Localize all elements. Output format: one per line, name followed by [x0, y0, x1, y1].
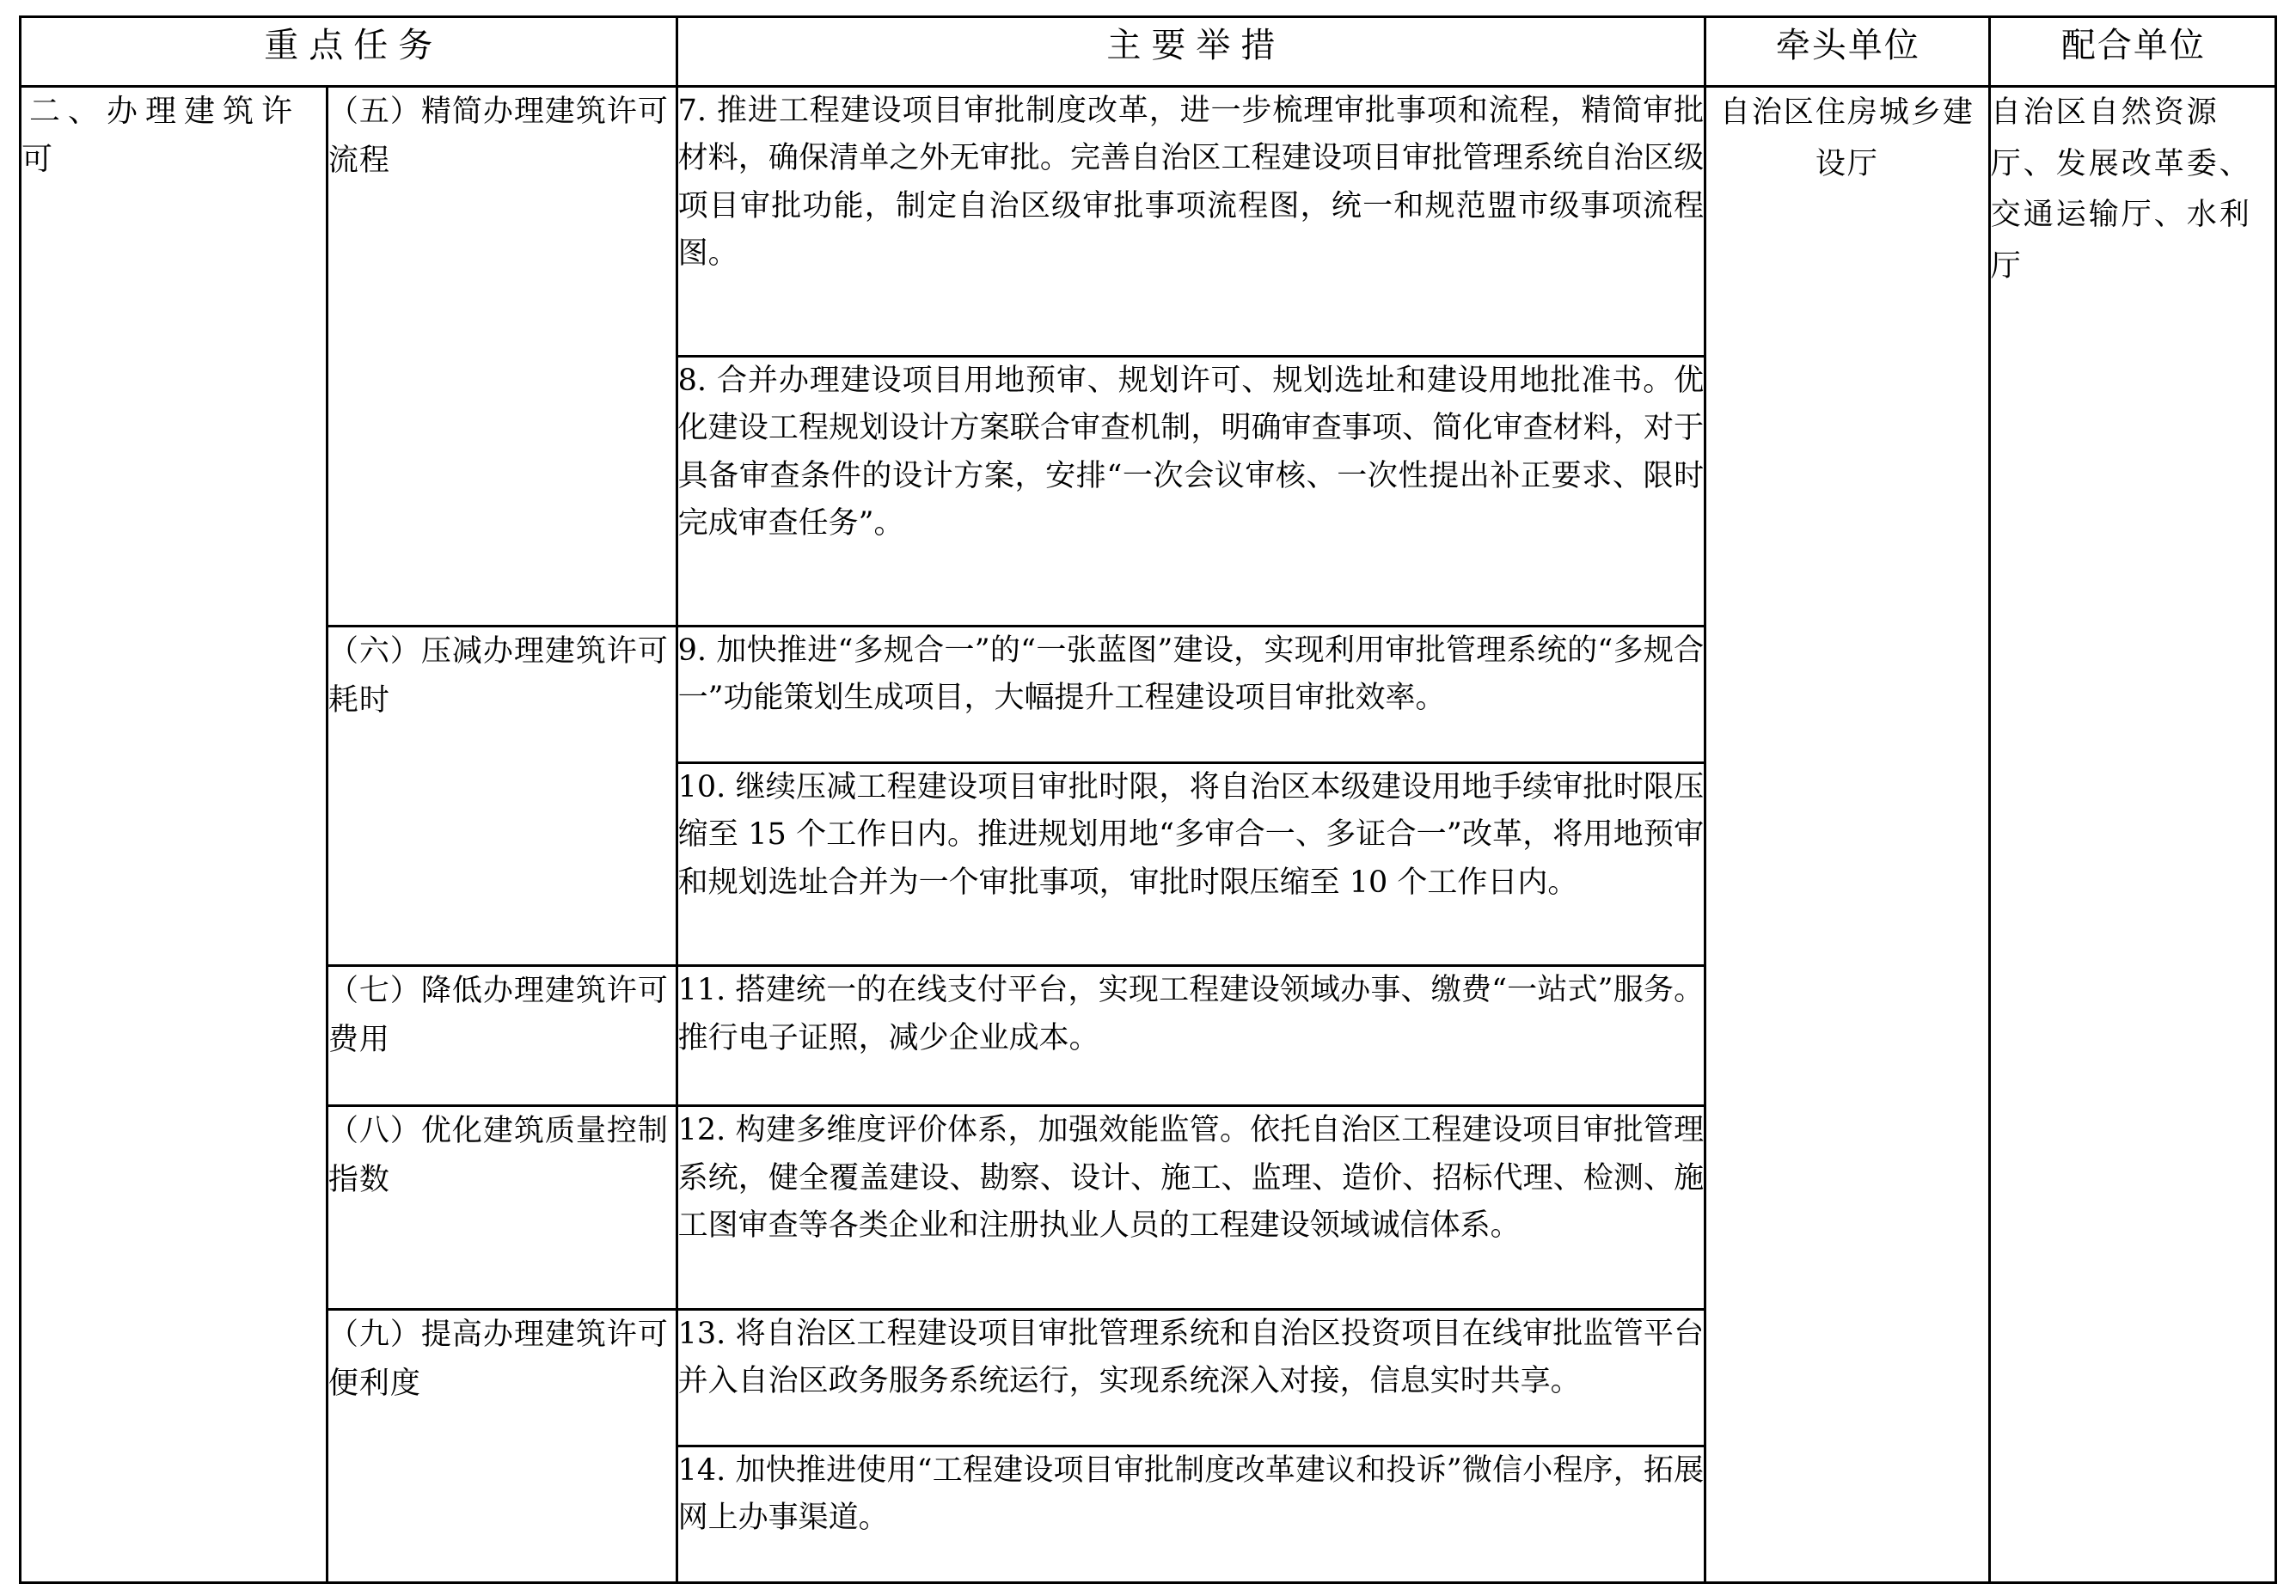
measure-text-14: 14. 加快推进使用“工程建设项目审批制度改革建议和投诉”微信小程序，拓展网上办事渠道。	[677, 1452, 1705, 1536]
measure-cell-8	[677, 356, 1705, 626]
measure-cell-9	[677, 626, 1705, 762]
subitem-label-8: （八）优化建筑质量控制指数	[328, 1114, 669, 1198]
measure-text-12: 12. 构建多维度评价体系，加强效能监管。依托自治区工程建设项目审批管理系统，健全覆盖建设、勘察、设计、施工、监理、造价、招标代理、检测、施工图审查等各类企业和注册执业人员的工程建设领域诚信体系。	[677, 1113, 1705, 1243]
subitem-label-6: （六）压减办理建筑许可耗时	[328, 633, 669, 718]
measure-text-10: 10. 继续压减工程建设项目审批时限，将自治区本级建设用地手续审批时限压缩至 15 个工作日内。推进规划用地“多审合一、多证合一”改革，将用地预审和规划选址合并为一个审批事项，审批时限压缩至 10 个工作日内。	[677, 769, 1705, 900]
measure-cell-7	[677, 87, 1705, 357]
support-unit-cell	[1989, 87, 2275, 1583]
subitem-cell-6	[327, 626, 677, 966]
measure-cell-12	[677, 1106, 1705, 1309]
category-label: 二、办理建筑许可	[21, 94, 301, 177]
measure-text-13: 13. 将自治区工程建设项目审批管理系统和自治区投资项目在线审批监管平台并入自治区政务服务系统运行，实现系统深入对接，信息实时共享。	[677, 1316, 1705, 1399]
header-support-unit: 配合单位	[1989, 17, 2275, 87]
header-lead-unit: 牵头单位	[1705, 17, 1990, 87]
support-unit-label: 自治区自然资源厅、发展改革委、交通运输厅、水利厅	[1990, 95, 2252, 284]
subitem-label-7: （七）降低办理建筑许可费用	[328, 974, 669, 1058]
subitem-label-9: （九）提高办理建筑许可便利度	[328, 1317, 669, 1401]
measure-text-7: 7. 推进工程建设项目审批制度改革，进一步梳理审批事项和流程，精简审批材料，确保清单之外无审批。完善自治区工程建设项目审批管理系统自治区级项目审批功能，制定自治区级审批事项流程图，统一和规范盟市级事项流程图。	[677, 94, 1705, 271]
lead-unit-label: 自治区住房城乡建设厅	[1719, 95, 1975, 181]
subitem-cell-9	[327, 1309, 677, 1582]
measure-cell-13	[677, 1309, 1705, 1446]
subitem-cell-7	[327, 966, 677, 1106]
subitem-label-5: （五）精简办理建筑许可流程	[328, 95, 669, 178]
measure-cell-11	[677, 966, 1705, 1106]
table-header-row	[21, 17, 2276, 87]
measure-cell-14	[677, 1446, 1705, 1582]
lead-unit-cell	[1705, 87, 1990, 1583]
category-cell	[21, 87, 328, 1583]
measure-text-9: 9. 加快推进“多规合一”的“一张蓝图”建设，实现利用审批管理系统的“多规合一”功能策划生成项目，大幅提升工程建设项目审批效率。	[677, 633, 1705, 716]
header-key-tasks: 重点任务	[21, 17, 677, 87]
reform-task-table	[19, 15, 2277, 1584]
subitem-cell-8	[327, 1106, 677, 1309]
measure-text-11: 11. 搭建统一的在线支付平台，实现工程建设领域办事、缴费“一站式”服务。推行电子证照，减少企业成本。	[677, 973, 1705, 1055]
measure-text-8: 8. 合并办理建设项目用地预审、规划许可、规划选址和建设用地批准书。优化建设工程规划设计方案联合审查机制，明确审查事项、简化审查材料，对于具备审查条件的设计方案，安排“一次会议审核、一次性提出补正要求、限时完成审查任务”。	[677, 363, 1705, 541]
table-row	[21, 87, 2276, 357]
header-main-measures: 主要举措	[677, 17, 1705, 87]
subitem-cell-5	[327, 87, 677, 627]
measure-cell-10	[677, 762, 1705, 965]
